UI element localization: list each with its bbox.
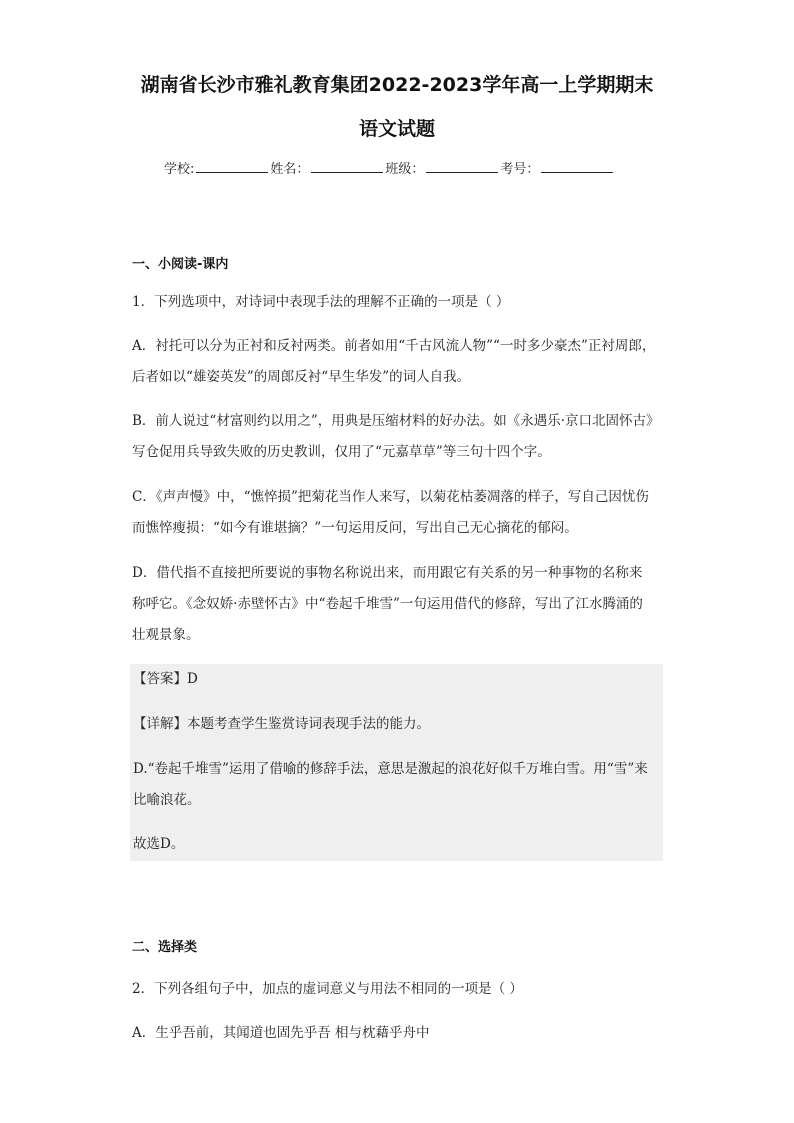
answer-line: 【答案】D — [133, 671, 198, 687]
option-b-line2: 写仓促用兵导致失败的历史教训，仅用了“元嘉草草”等三句十四个字。 — [132, 444, 551, 460]
name-label: 姓名： — [270, 162, 310, 177]
exam-title: 湖南省长沙市雅礼教育集团2022-2023学年高一上学期期末 — [140, 74, 654, 96]
option-c-line1: C．《声声慢》中，“憔悴损”把菊花当作人来写，以菊花枯萎凋落的样子，写自己因忧伤 — [132, 489, 649, 505]
number-blank — [541, 160, 613, 173]
option-a-line1: A．衬托可以分为正衬和反衬两类。前者如用“千古风流人物”“一时多少豪杰”正衬周郎， — [132, 338, 656, 354]
detail-line: 【详解】本题考查学生鉴赏诗词表现手法的能力。 — [133, 716, 430, 732]
section1-heading: 一、小阅读-课内 — [132, 257, 229, 272]
q2-option-a: A．生乎吾前，其闻道也固先乎吾 相与枕藉乎舟中 — [132, 1025, 430, 1041]
name-blank — [311, 160, 383, 173]
exam-subtitle: 语文试题 — [358, 118, 435, 140]
option-a-line2: 后者如以“雄姿英发”的周郎反衬“早生华发”的词人自我。 — [132, 369, 471, 385]
explain-line2: 比喻浪花。 — [133, 792, 201, 808]
question-1: 1．下列选项中，对诗词中表现手法的理解不正确的一项是（ ） — [132, 294, 510, 310]
option-c-line2: 而憔悴瘦损：“如今有谁堪摘？”一句运用反问，写出自己无心摘花的郁闷。 — [132, 520, 578, 536]
school-label: 学校: — [164, 162, 195, 177]
choice-line: 故选D。 — [133, 836, 185, 852]
school-blank — [196, 160, 268, 173]
explain-line1: D.“卷起千堆雪”运用了借喻的修辞手法，意思是激起的浪花好似千万堆白雪。用“雪”来 — [133, 761, 648, 777]
option-d-line2: 称呼它。《念奴娇·赤壁怀古》中“卷起千堆雪”一句运用借代的修辞，写出了江水腾涌的 — [132, 596, 643, 612]
class-label: 班级： — [385, 162, 425, 177]
class-blank — [426, 160, 498, 173]
option-b-line1: B．前人说过“材富则约以用之”，用典是压缩材料的好办法。如《永遇乐·京口北固怀古》 — [132, 413, 660, 429]
number-label: 考号： — [500, 162, 540, 177]
question-2: 2．下列各组句子中，加点的虚词意义与用法不相同的一项是（ ） — [132, 981, 523, 997]
student-info-line — [164, 158, 615, 177]
section2-heading: 二、选择类 — [132, 940, 198, 955]
option-d-line1: D．借代指不直接把所要说的事物名称说出来，而用跟它有关系的另一种事物的名称来 — [132, 565, 643, 581]
option-d-line3: 壮观景象。 — [132, 627, 200, 643]
